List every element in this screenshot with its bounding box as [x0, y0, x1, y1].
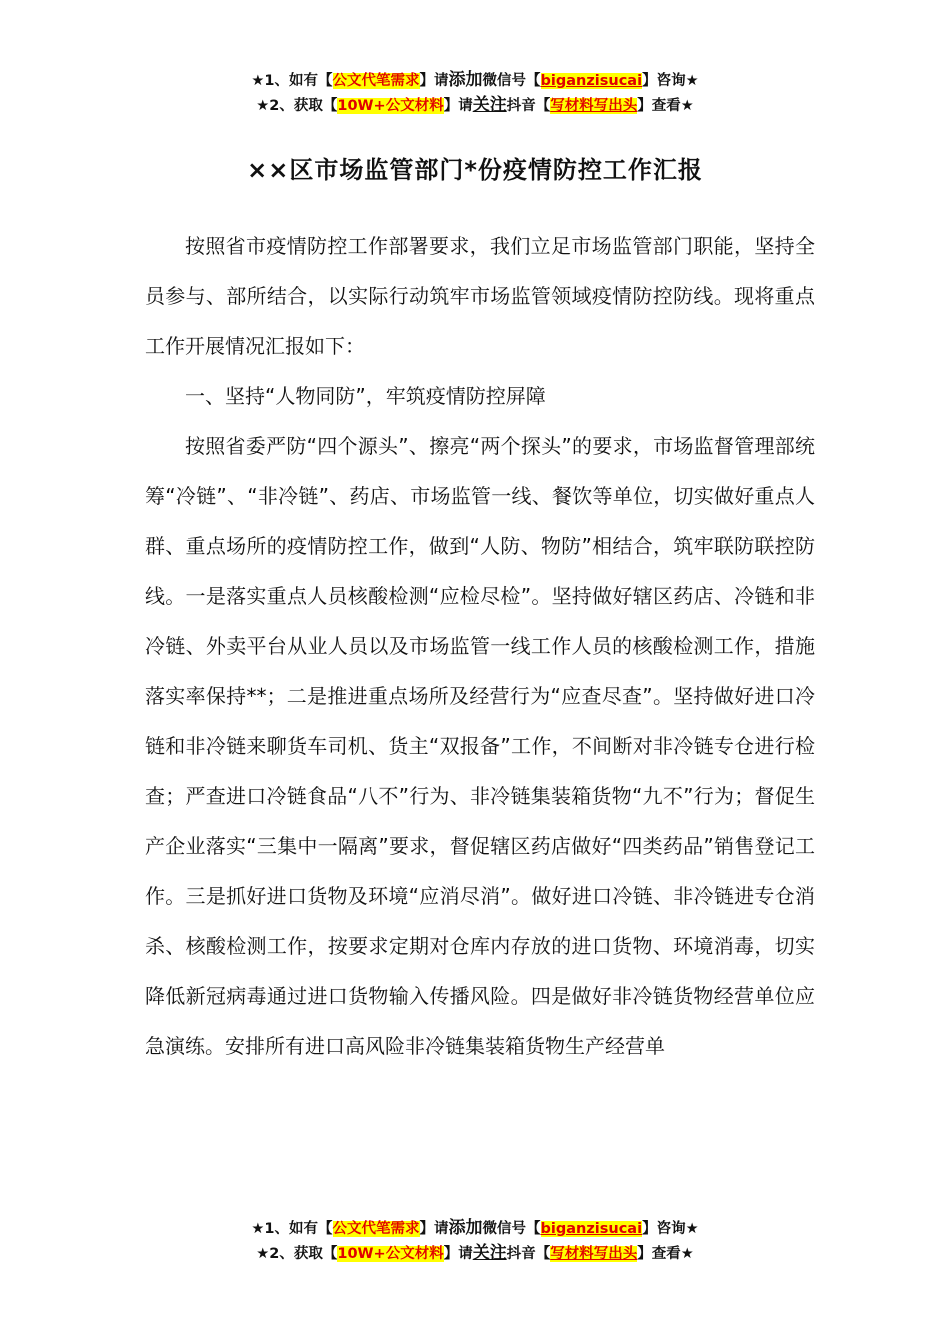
banner-text: 】请 — [419, 1221, 449, 1237]
banner-wechat-id: biganzisucai — [540, 1221, 643, 1237]
header-banner — [0, 68, 950, 118]
banner-emphasis: 关注 — [472, 1243, 507, 1263]
banner-text: 抖音【 — [506, 98, 551, 114]
paragraph-intro: 按照省市疫情防控工作部署要求，我们立足市场监管部门职能，坚持全员参与、部所结合，以实际行动筑牢市场监管领域疫情防控防线。现将重点工作开展情况汇报如下： — [145, 234, 815, 358]
banner-wechat-id: biganzisucai — [540, 73, 643, 89]
banner-text: 微信号【 — [482, 1221, 541, 1237]
banner-line-1 — [0, 1216, 950, 1241]
banner-highlight: 10W+公文材料 — [337, 1246, 444, 1262]
section-heading: 一、坚持“人物同防”，牢筑疫情防控屏障 — [185, 384, 546, 408]
paragraph-body: 按照省委严防“四个源头”、擦亮“两个探头”的要求，市场监督管理部统筹“冷链”、“非冷链”、药店、市场监管一线、餐饮等单位，切实做好重点人群、重点场所的疫情防控工作，做到“人防、物防”相结合，筑牢联防联控防线。一是落实重点人员核酸检测“应检尽检”。坚持做好辖区药店、冷链和非冷链、外卖平台从业人员以及市场监管一线工作人员的核酸检测工作，措施落实率保持**；二是推进重点场所及经营行为“应查尽查”。坚持做好进口冷链和非冷链来聊货车司机、货主“双报备”工作，不间断对非冷链专仓进行检查；严查进口冷链食品“八不”行为、非冷链集装箱货物“九不”行为；督促生产企业落实“三集中一隔离”要求，督促辖区药店做好“四类药品”销售登记工作。三是抓好进口货物及环境“应消尽消”。做好进口冷链、非冷链进专仓消杀、核酸检测工作，按要求定期对仓库内存放的进口货物、环境消毒，切实降低新冠病毒通过进口货物输入传播风险。四是做好非冷链货物经营单位应急演练。安排所有进口高风险非冷链集装箱货物生产经营单 — [145, 434, 815, 1058]
banner-douyin-id: 写材料写出头 — [550, 98, 638, 114]
banner-text: 】请 — [419, 73, 449, 89]
banner-text: ★1、如有【 — [251, 1221, 333, 1237]
banner-emphasis: 添加 — [448, 1218, 483, 1238]
banner-text: 】请 — [443, 1246, 473, 1262]
banner-highlight: 10W+公文材料 — [337, 98, 444, 114]
banner-text: 微信号【 — [482, 73, 541, 89]
banner-line-1 — [0, 68, 950, 93]
banner-text: ★2、获取【 — [256, 98, 338, 114]
banner-emphasis: 关注 — [472, 95, 507, 115]
banner-highlight: 公文代笔需求 — [332, 1221, 420, 1237]
banner-text: 】查看★ — [637, 1246, 694, 1262]
banner-text: 】咨询★ — [642, 1221, 699, 1237]
document-body — [145, 221, 815, 1071]
banner-text: ★2、获取【 — [256, 1246, 338, 1262]
banner-text: 】请 — [443, 98, 473, 114]
banner-text: 】查看★ — [637, 98, 694, 114]
banner-line-2 — [0, 1241, 950, 1266]
banner-text: ★1、如有【 — [251, 73, 333, 89]
banner-line-2 — [0, 93, 950, 118]
banner-text: 抖音【 — [506, 1246, 551, 1262]
banner-emphasis: 添加 — [448, 70, 483, 90]
banner-text: 】咨询★ — [642, 73, 699, 89]
banner-highlight: 公文代笔需求 — [332, 73, 420, 89]
banner-douyin-id: 写材料写出头 — [550, 1246, 638, 1262]
document-title: ××区市场监管部门*份疫情防控工作汇报 — [247, 156, 703, 184]
footer-banner — [0, 1216, 950, 1266]
